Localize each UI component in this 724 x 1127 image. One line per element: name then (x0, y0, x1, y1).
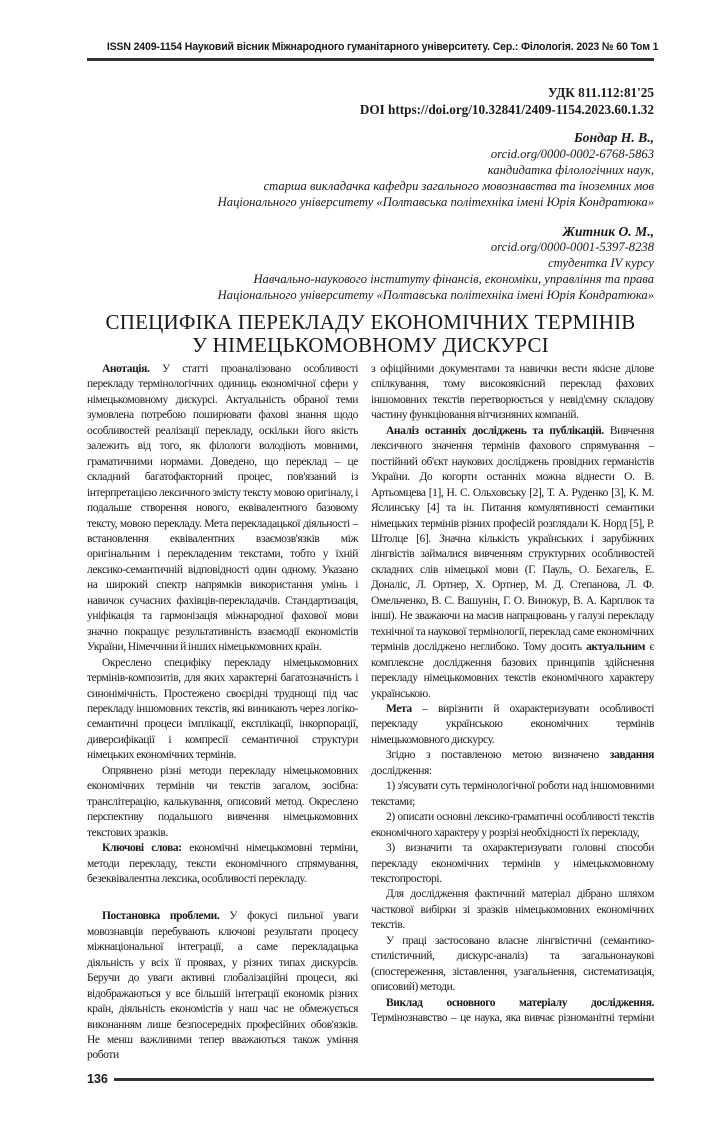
left-column (87, 362, 358, 1064)
section-heading: Аналіз останніх досліджень та публікацій. (386, 424, 604, 437)
problem-statement (87, 909, 358, 1064)
right-column (371, 362, 654, 1026)
page-footer (87, 1072, 654, 1087)
author-affiliation: Національного університету «Полтавська політехніка імені Юрія Кондратюка» (217, 195, 654, 209)
author-affiliation: Національного університету «Полтавська політехніка імені Юрія Кондратюка» (217, 288, 654, 302)
author-name: Житник О. М., (562, 224, 654, 239)
author-degree: студентка IV курсу (548, 256, 654, 270)
body-text: Термінознавство – це наука, яка вивчає різноманітні терміни (371, 1012, 654, 1025)
body-paragraph: з офіційними документами та навички вести якісне ділове спілкування, тому високоякісний переклад фахових іншомовних текстів перетворюється у невід'ємну складову частину функціювання вітчизняних компаній. (371, 363, 654, 422)
abstract-label: Анотація. (102, 363, 150, 375)
task-item: 1) з'ясувати суть термінологічної роботи над іншомовними текстами; (371, 780, 654, 808)
body-text: У фокусі пильної уваги мовознавців перебувають ключові результати процесу міжнаціональної інтеграції, а саме перекладацька діяльність у всіх її проявах, у різних типах дискурсів. Беручи до уваги активні глобалізаційні процеси, які відображаються у все більшій інтеграції економік різних країн, діяльність економістів у наш час не обмежується виконанням лише безпосередніх професійних обов'язків. Не менш важливими тепер вважаються також уміння роботи (87, 910, 358, 1062)
abstract-paragraph: Опрявнено різні методи перекладу німецькомовних економічних термінів чи текстів загалом, зосібна: транслітерацію, калькування, описовий метод. Окреслено перспективу подальшого вивчення німецькомовних текстових зразків. (87, 764, 358, 839)
keywords-text: економічні німецькомовні терміни, методи перекладу, тексти економічного спрямування, безеквівалентна лексика, особливості перекладу. (87, 842, 359, 885)
page-number: 136 (87, 1071, 108, 1086)
keywords-label: Ключові слова: (102, 842, 182, 855)
header-divider (87, 58, 654, 61)
abstract (87, 362, 358, 656)
udk-code: УДК 811.112:81'25 (547, 85, 654, 100)
body-text: – вирізнити й охарактеризувати особливості перекладу українською економічних термінів німецькомовного дискурсу. (371, 702, 654, 746)
doi-link[interactable]: DOI https://doi.org/10.32841/2409-1154.2023.60.1.32 (359, 102, 654, 117)
author-name: Бондар Н. В., (574, 130, 654, 145)
author-orcid[interactable]: orcid.org/0000-0001-5397-8238 (490, 240, 654, 254)
body-text: є комплексне дослідження базових принципів здійснення перекладу німецькомовних текстів економічного характеру українською. (371, 641, 654, 700)
abstract-paragraph: Окреслено специфіку перекладу німецькомовних термінів-композитів, для яких характерні багатозначність і синонімічність. Простежено своєрідні труднощі під час перекладу іншомовних текстів, які виникають через логіко-семантичні процеси імплікації, експлікації, інкорпорації, диверсифікації і компресії семантичної структури німецьких економічних термінів. (87, 656, 358, 762)
footer-divider (114, 1078, 654, 1081)
task-item: 2) описати основні лексико-граматичні особливості текстів економічного характеру у розрізі необхідності їх перекладу, (371, 811, 654, 839)
author-position: старша викладачка кафедри загального мовознавства та іноземних мов (263, 179, 654, 193)
body-text: дослідження: (371, 764, 432, 777)
body-text: Вивчення лексичного значення термінів фахового спрямування – постійний об'єкт наукових досліджень провідних германістів України. До когорти останніх можна віднести О. В. Артьомцева [1], Н. С. Ольховську [2], Т. А. Руденко [3], К. М. Яслинську [4] та ін. Питання комулятивності семантики німецьких термінів різних професій розглядали К. Норд [5], Р. Штолце [6]. Значна кількість українських і зарубіжних лінгвістів займалися вивченням структурних особливостей складних слів німецької мови (Г. Пауль, О. Бехагель, Е. Доналіс, Л. Ортнер, Х. Ортнер, М. Д. Степанова, Л. Ф. Омельченко, В. С. Вашунін, Г. О. Винокур, В. А. Карплюк та інші). Не зважаючи на масив напрацювань у галузі перекладу технічної та наукової термінології, переклад саме економічних термінів досліджено неглибоко. Тому досить (371, 424, 655, 654)
author-orcid[interactable]: orcid.org/0000-0002-6768-5863 (490, 147, 654, 161)
literature-review (371, 424, 654, 702)
article-title-line1: СПЕЦИФІКА ПЕРЕКЛАДУ ЕКОНОМІЧНИХ ТЕРМІНІВ (105, 310, 636, 334)
abstract-text: У статті проаналізовано особливості перекладу термінологічних одиниць економічної сфери у німецькомовному дискурсі. Актуальність обраної теми зумовлена потребою поширювати фахові знання щодо особливостей реалізації перекладу, оскільки його якість залежить від того, як філологи володіють мовними, граматичними нормами. Доведено, що переклад – це складний багатофакторний процес, пов'язаний із інтерпретацією лексичного змісту тексту мовою оригіналу, і подальше створення нового, еквівалентного базовому тексту, мовою перекладу. Мета перекладацької діяльності –встановлення еквівалентних взаємозв'язків між оригінальним і перекладеним текстами, тобто у їхній лексико-семантичній відповідності один одному. Указано на широкий спектр напрямків використання умінь і навичок сучасних фахівців-перекладачів. Стандартизація, уніфікація та гармонізація міжнародної фахової мови значно покращує результативність взаємодії економістів України, Німеччини й інших німецькомовних країн. (87, 363, 358, 654)
section-heading: Виклад основного матеріалу дослідження. (386, 996, 654, 1009)
task-item: 3) визначити та охарактеризувати головні способи перекладу економічних термінів у німецькомовному текстопросторі. (371, 842, 654, 885)
section-heading: Постановка проблеми. (102, 910, 220, 923)
material-paragraph: Для дослідження фактичний матеріал дібрано шляхом часткової вибірки зі зразків німецькомовних економічних текстів. (371, 888, 654, 932)
section-heading: Мета (386, 702, 412, 715)
columns (87, 362, 654, 1064)
aim-paragraph (371, 702, 654, 748)
body-text: Згідно з поставленою метою визначено (386, 749, 610, 762)
running-header: ISSN 2409-1154 Науковий вісник Міжнародного гуманітарного університету. Сер.: Філологія. 2023 № 60 Том 1 (106, 41, 659, 53)
author-degree: кандидатка філологічних наук, (487, 163, 654, 177)
article-title-line2: У НІМЕЦЬКОМОВНОМУ ДИСКУРСІ (192, 333, 549, 357)
emphasis: завдання (609, 749, 654, 762)
methods-paragraph: У праці застосовано власне лінгвістичні (семантико-стилістичний, дискурс-аналіз) та загальнонаукові (спостереження, зіставлення, узагальнення, систематизація, описовий) методи. (371, 934, 654, 994)
emphasis: актуальним (586, 641, 646, 654)
main-section (371, 996, 654, 1027)
keywords (87, 841, 358, 887)
tasks-intro (371, 748, 654, 779)
spacer (87, 887, 358, 909)
author-institute: Навчально-наукового інституту фінансів, економіки, управління та права (253, 272, 654, 286)
